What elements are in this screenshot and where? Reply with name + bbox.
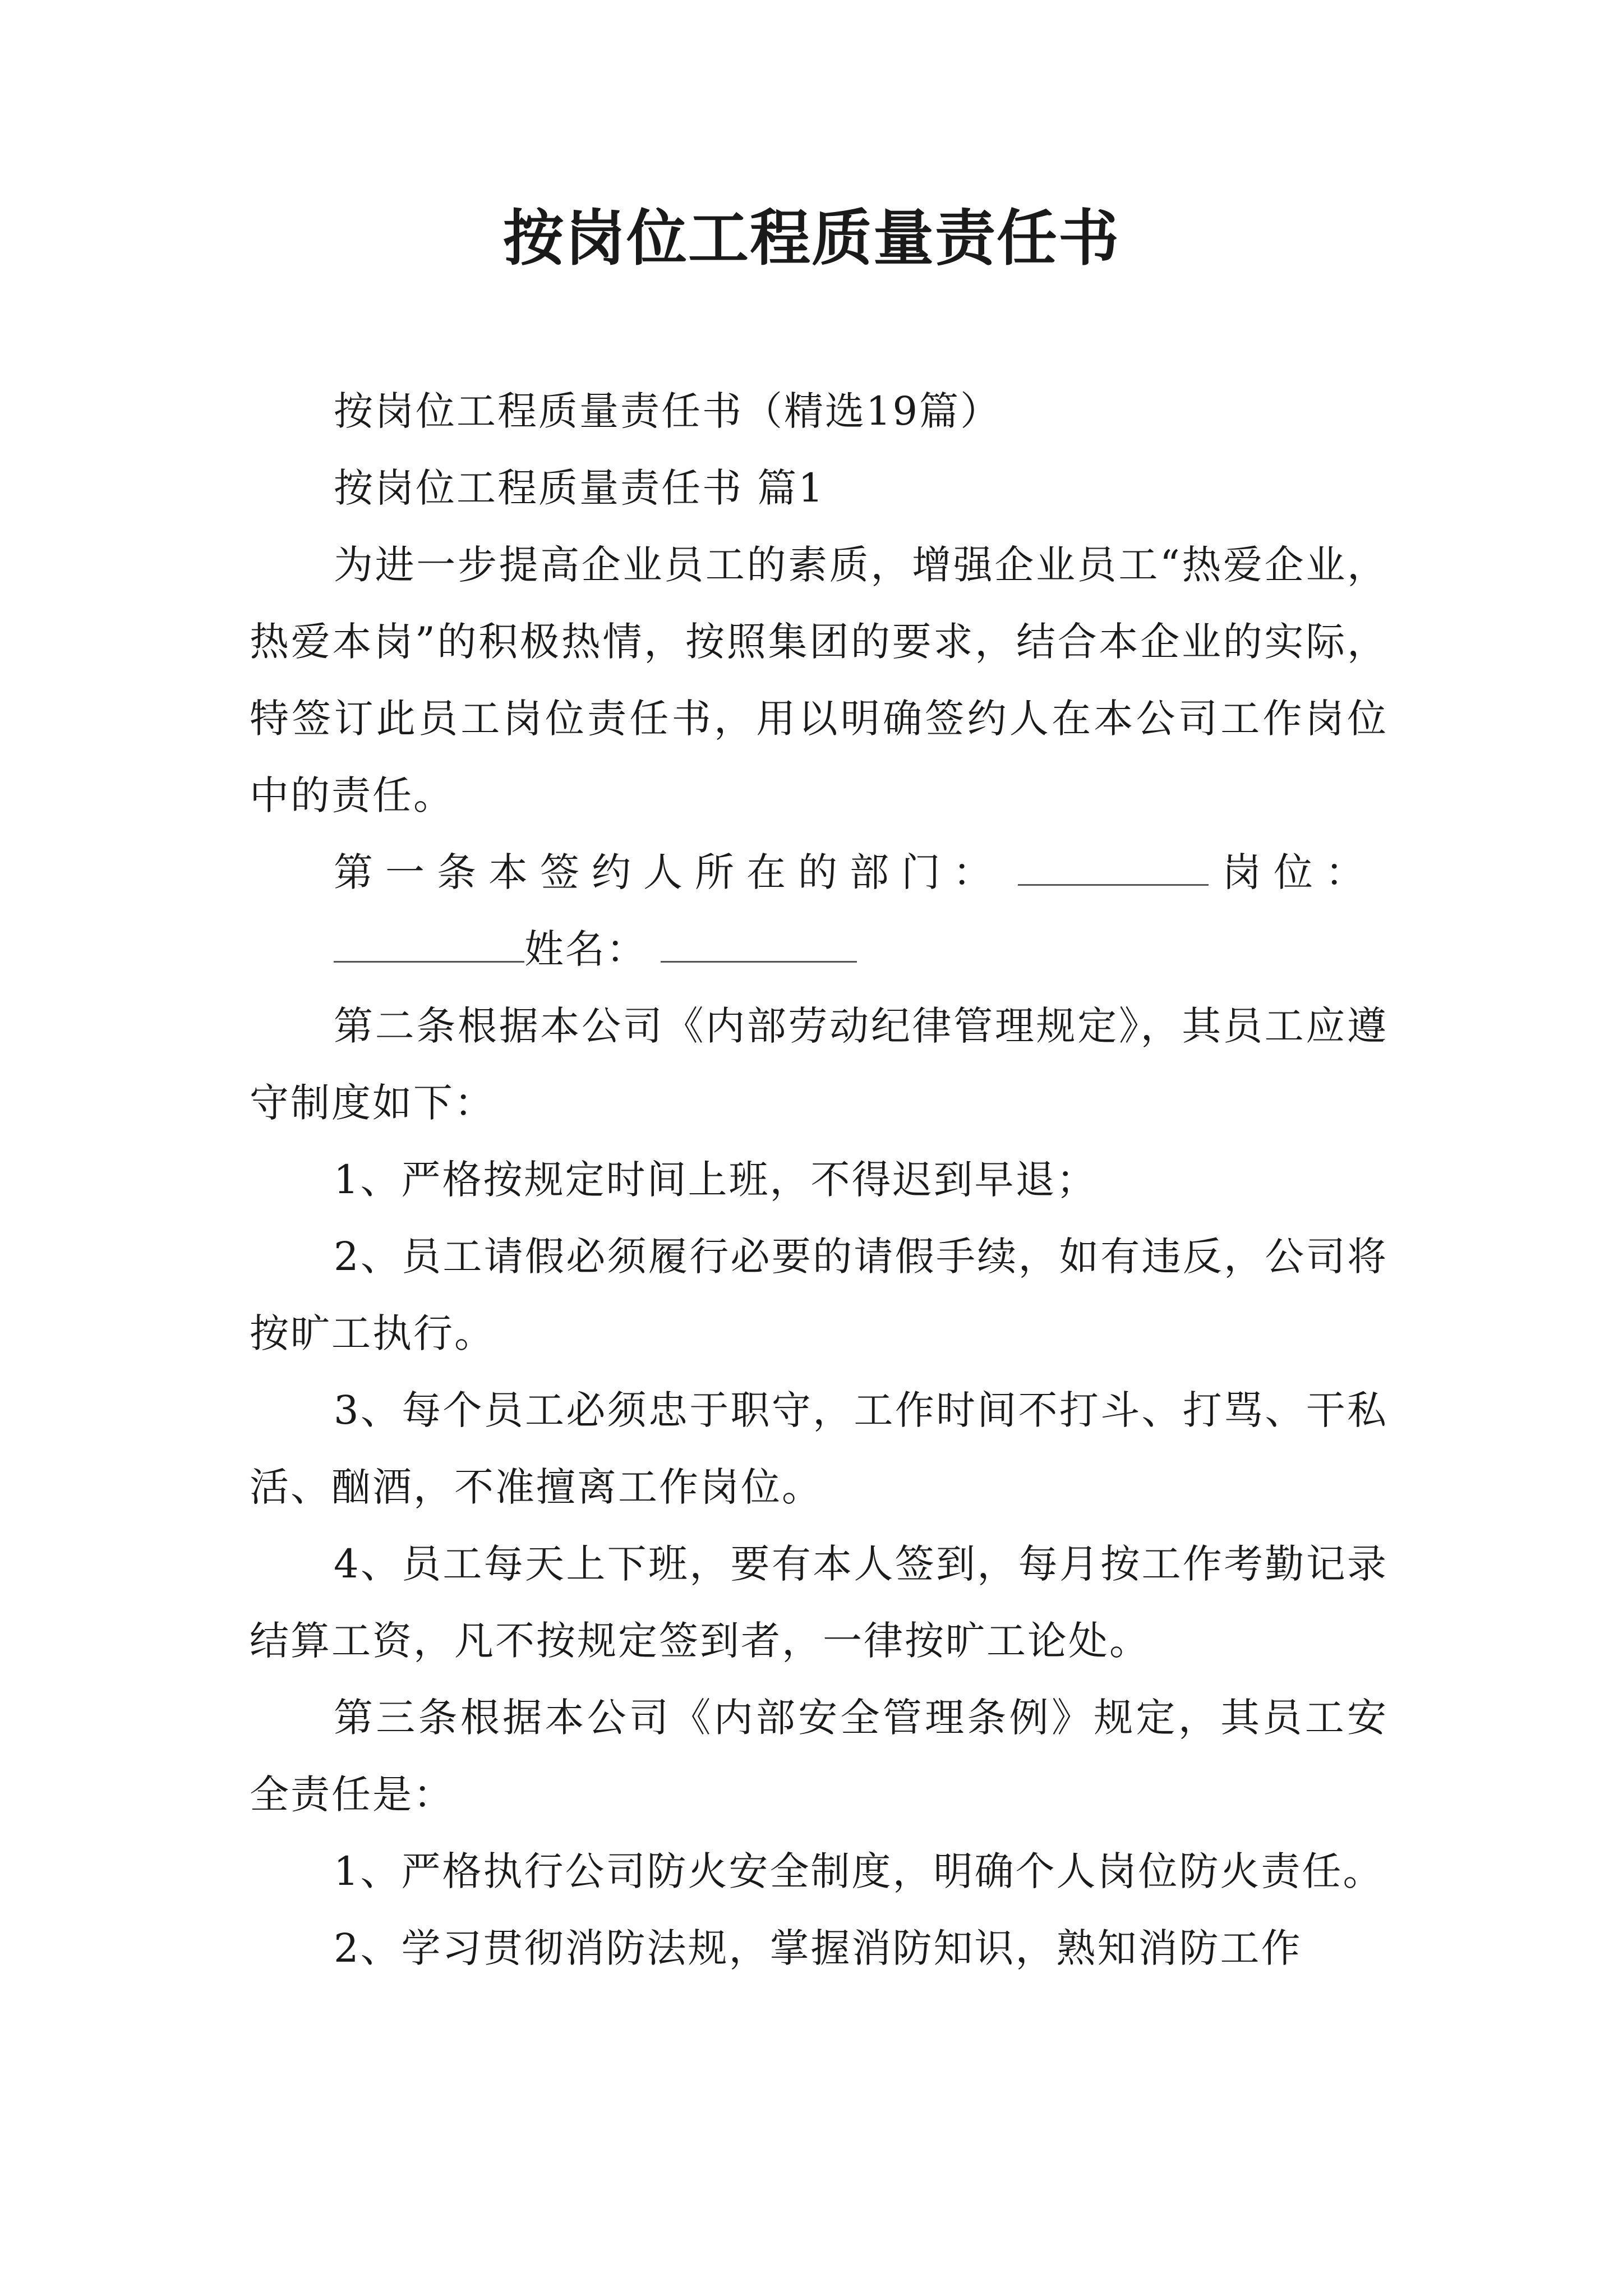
- section-heading: 按岗位工程质量责任书 篇1: [334, 465, 825, 511]
- post-blank: [334, 916, 524, 963]
- name-blank: [661, 916, 857, 963]
- article-2-item-2: 2、员工请假必须履行必要的请假手续，如有违反，公司将按旷工执行。: [250, 1234, 1388, 1356]
- department-label: 第一条本签约人所在的部门：: [334, 849, 1004, 895]
- document-title: 按岗位工程质量责任书: [502, 203, 1120, 274]
- intro-paragraph: 为进一步提高企业员工的素质，增强企业员工“热爱企业，热爱本岗”的积极热情，按照集团的要求，结合本企业的实际，特签订此员工岗位责任书，用以明确签约人在本公司工作岗位中的责任。: [250, 542, 1388, 818]
- article-2-item-1: 1、严格按规定时间上班，不得迟到早退；: [334, 1157, 1098, 1203]
- article-3-item-2: 2、学习贯彻消防法规，掌握消防知识，熟知消防工作: [334, 1925, 1302, 1971]
- article-2-paragraph: 第二条根据本公司《内部劳动纪律管理规定》，其员工应遵守制度如下：: [250, 1003, 1388, 1126]
- article-1-line-2: [250, 911, 1388, 988]
- article-3-item-1: 1、严格执行公司防火安全制度，明确个人岗位防火责任。: [334, 1848, 1384, 1894]
- subtitle-paragraph: 按岗位工程质量责任书（精选19篇）: [334, 388, 1002, 434]
- article-3-paragraph: 第三条根据本公司《内部安全管理条例》规定，其员工安全责任是：: [250, 1695, 1388, 1818]
- article-2-item-3: 3、每个员工必须忠于职守，工作时间不打斗、打骂、干私活、酗酒，不准擅离工作岗位。: [250, 1387, 1388, 1510]
- post-label: 岗位：: [1222, 849, 1377, 895]
- name-label: 姓名：: [524, 926, 647, 972]
- article-2-item-4: 4、员工每天上下班，要有本人签到，每月按工作考勤记录结算工资，凡不按规定签到者，一律按旷工论处。: [250, 1541, 1388, 1664]
- department-blank: [1018, 839, 1209, 886]
- article-1-line: [250, 834, 1388, 911]
- document-body: [250, 373, 1388, 1987]
